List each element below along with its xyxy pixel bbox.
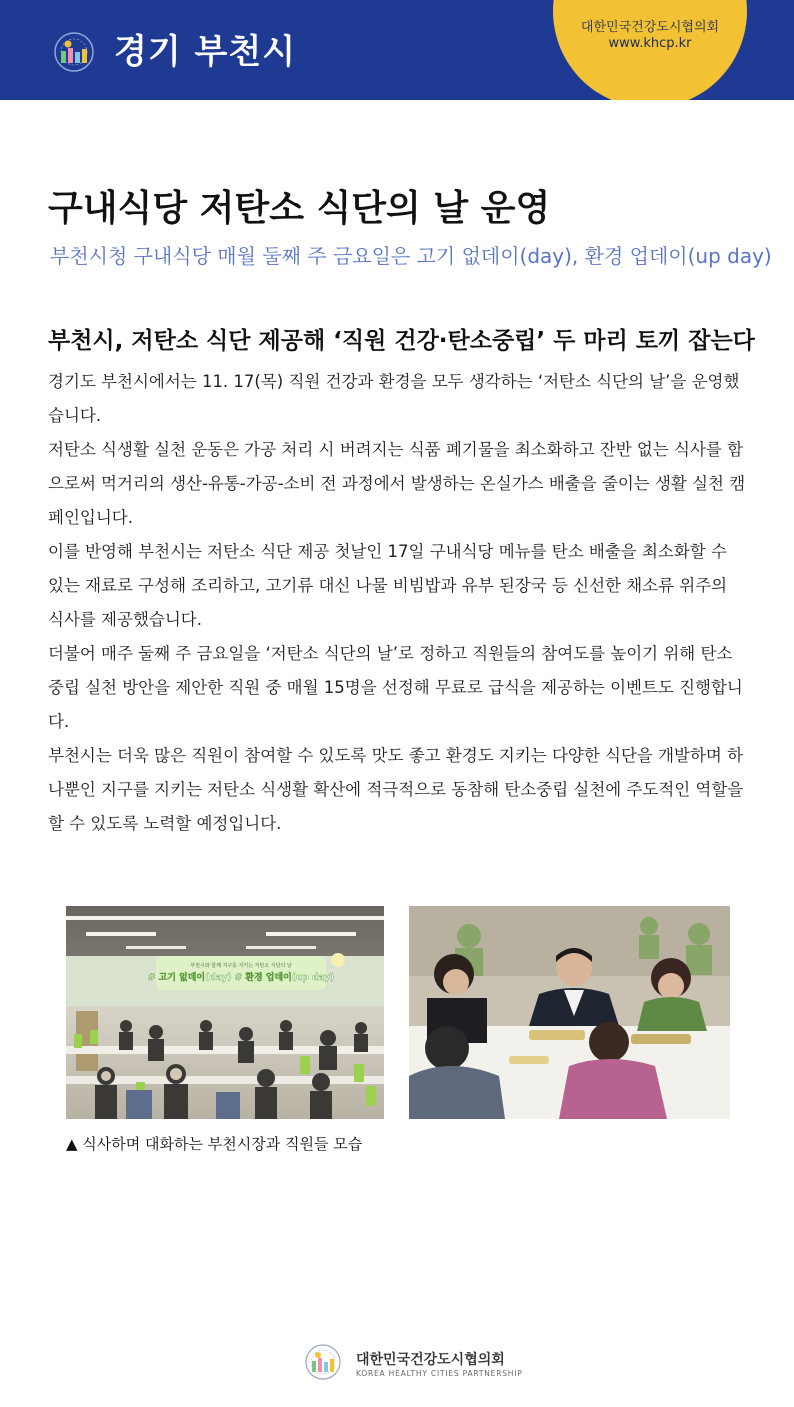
article-heading: 부천시, 저탄소 식단 제공해 ‘직원 건강·탄소중립’ 두 마리 토끼 잡는다 <box>48 328 755 354</box>
emblem-icon <box>297 1342 349 1382</box>
footer-org-name: 대한민국건강도시협의회 <box>356 1352 505 1368</box>
badge-url[interactable]: www.khcp.kr <box>608 36 692 51</box>
article-paragraph: 부천시는 더욱 많은 직원이 참여할 수 있도록 맛도 좋고 환경도 지키는 다양한 식단을 개발하며 하나뿐인 지구를 지키는 저탄소 식생활 확산에 적극적으로 동참해 탄소중립 실천에 주도적인 역할을 할 수 있도록 노력할 예정입니다. <box>48 746 744 833</box>
article-paragraph: 이를 반영해 부천시는 저탄소 식단 제공 첫날인 17일 구내식당 메뉴를 탄소 배출을 최소화할 수 있는 재료로 구성해 조리하고, 고기류 대신 나물 비빔밥과 유부 된장국 등 신선한 채소류 위주의 식사를 제공했습니다. <box>48 542 728 629</box>
article-paragraph: 저탄소 식생활 실천 운동은 가공 처리 시 버려지는 식품 폐기물을 최소화하고 잔반 없는 식사를 함으로써 먹거리의 생산-유통-가공-소비 전 과정에서 발생하는 온실가스 배출을 줄이는 생활 실천 캠페인입니다. <box>48 440 746 527</box>
page-title: 구내식당 저탄소 식단의 날 운영 <box>48 188 551 229</box>
mayor-dining-photo <box>409 906 730 1119</box>
cafeteria-photo <box>66 906 384 1119</box>
article-body <box>48 365 748 841</box>
photo-caption: ▲ 식사하며 대화하는 부천시장과 직원들 모습 <box>66 1135 363 1153</box>
article-paragraph: 경기도 부천시에서는 11. 17(목) 직원 건강과 환경을 모두 생각하는 ‘저탄소 식단의 날’을 운영했습니다. <box>48 372 740 425</box>
article-paragraph: 더불어 매주 둘째 주 금요일을 ‘저탄소 식단의 날’로 정하고 직원들의 참여도를 높이기 위해 탄소중립 실천 방안을 제안한 직원 중 매월 15명을 선정해 무료로 급식을 제공하는 이벤트도 진행합니다. <box>48 644 743 731</box>
page-subtitle: 부천시청 구내식당 매월 둘째 주 금요일은 고기 없데이(day), 환경 업데이(up day) <box>50 244 772 268</box>
header-title: 경기 부천시 <box>114 32 297 72</box>
page-header <box>0 0 794 100</box>
emblem-icon <box>44 30 104 74</box>
badge-org-name: 대한민국건강도시협의회 <box>580 20 720 35</box>
footer-org-subtitle: KOREA HEALTHY CITIES PARTNERSHIP <box>356 1369 523 1378</box>
photo-banner-text: # 고기 없데이(day) # 환경 업데이(up day) <box>147 973 335 983</box>
svg-text:부천시와 함께 지구를 지키는 저탄소 식단의 날: 부천시와 함께 지구를 지키는 저탄소 식단의 날 <box>190 963 292 969</box>
